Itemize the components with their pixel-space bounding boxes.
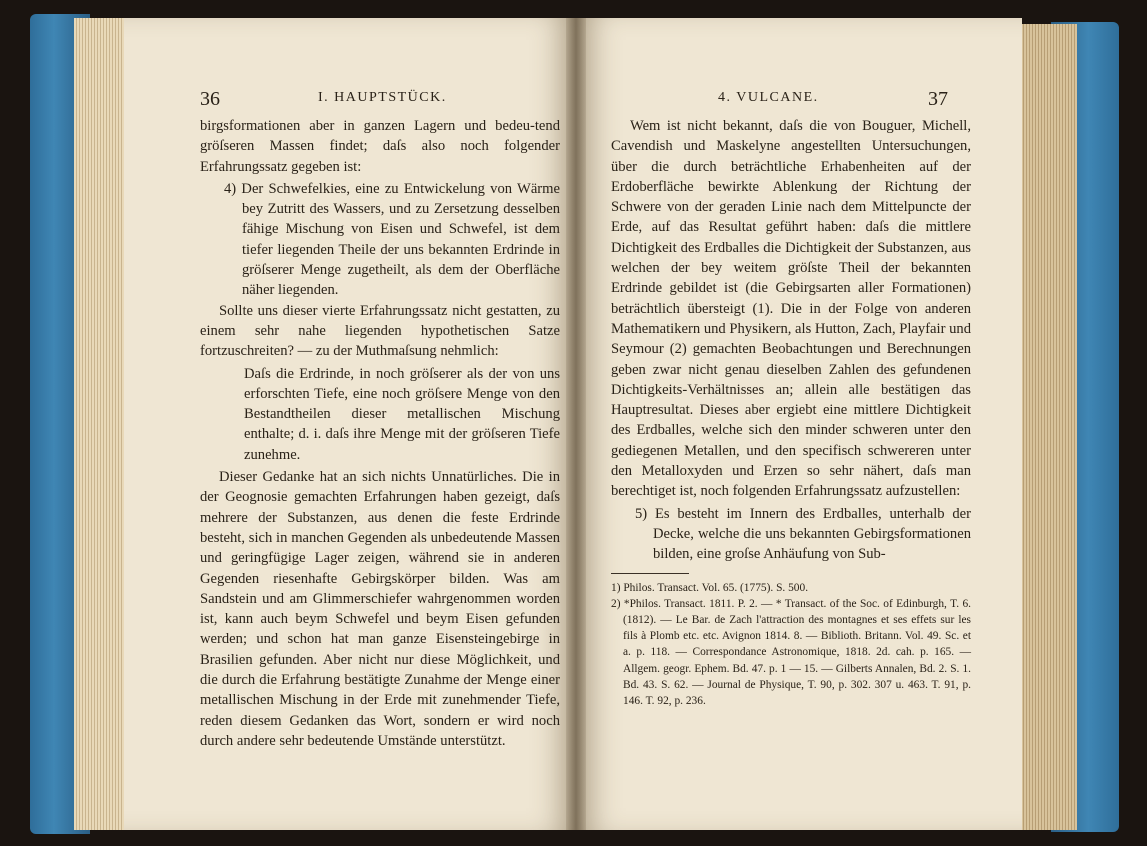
footnote-1: 1) Philos. Transact. Vol. 65. (1775). S. 500.	[611, 581, 809, 594]
paragraph: Wem ist nicht bekannt, daſs die von Bouguer, Michell, Cavendish und Maskelyne angestellten Untersuchungen, über die durch beträchtliche Erhabenheiten auf der Erdoberfläche bewirkte Ablenkung der Richtung der Schwere von der geraden Linie nach dem Mittelpuncte der Erde, auf das Resultat geführt haben: daſs die mittlere Dichtigkeit des Erdballes die Dichtigkeit der Substanzen, aus welchen der bey weitem gröſste Theil der bekannten Erdrinde gebildet ist (die Gebirgsarten aller Formationen) beträchtlich übersteigt (1). Die in der Folge von anderen Mathematikern und Physikern, als Hutton, Zach, Playfair und Seymour (2) gemachten Beobachtungen und Berechnungen geben zwar nicht genau dieselben Zahlen des gefundenen Dichtigkeits-Verhältnisses an; allein alle bestätigen das Hauptresultat. Dieses aber ergiebt eine mittlere Dichtigkeit des Erdballes, welche sich den minder schweren unter den gediegenen Metallen, und den specifisch schwereren unter den Metalloxyden und Erzen so sehr nähert, daſs man berechtiget ist, noch folgenden Erfahrungssatz aufzustellen:	[611, 118, 971, 500]
footnote-rule	[611, 573, 689, 574]
left-page-number: 36	[200, 88, 220, 110]
proposition-4: 4) Der Schwefelkies, eine zu Entwickelung von Wärme bey Zutritt des Wassers, und zu Zersetzung desselben fähige Mischung von Eisen und Schwefel, ist dem tiefer liegenden Theile der uns bekannten Erdrinde in gröſserer Menge zugetheilt, als dem der Oberfläche näher liegenden.	[224, 180, 560, 299]
right-page-text	[611, 116, 971, 709]
right-page-number: 37	[928, 88, 948, 110]
book-gutter	[566, 18, 586, 830]
paragraph: Sollte uns dieser vierte Erfahrungssatz nicht gestatten, zu einem sehr nahe liegenden hypothetischen Satze fortzuschreiten? — zu der Muthmaſsung nehmlich:	[200, 302, 560, 360]
hypothesis: Daſs die Erdrinde, in noch gröſserer als der von uns erforschten Tiefe, eine noch gröſsere Menge von den Bestandtheilen dieser metallischen Mischung enthalte; d. i. daſs ihre Menge mit der gröſseren Tiefe zunehme.	[244, 365, 560, 463]
footnote-2: 2) *Philos. Transact. 1811. P. 2. — * Transact. of the Soc. of Edinburgh, T. 6. (1812). — Le Bar. de Zach l'attraction des montagnes et ses effets sur les fils à Plomb etc. etc. Avignon 1814. 8. — Biblioth. Britann. Vol. 49. Sc. et a. p. 118. — Correspondance Astronomique, 1818. 2d. cah. p. 165. — Allgem. geogr. Ephem. Bd. 47. p. 1 — 15. — Gilberts Annalen, Bd. 2. S. 1. Bd. 43. S. 62. — Journal de Physique, T. 90, p. 302. 307 u. 463. T. 91, p. 146. T. 92, p. 236.	[611, 597, 971, 707]
left-page-text	[200, 116, 560, 751]
right-running-head: 4. VULCANE.	[718, 90, 819, 105]
left-running-head: I. HAUPTSTÜCK.	[318, 90, 447, 105]
paragraph: birgsformationen aber in ganzen Lagern und bedeu-tend gröſseren Massen findet; daſs also noch folgender Erfahrungssatz gegeben ist:	[200, 118, 560, 175]
proposition-5: 5) Es besteht im Innern des Erdballes, unterhalb der Decke, welche die uns bekannten Gebirgsformationen bilden, eine groſse Anhäufung von Sub-	[635, 505, 971, 563]
paragraph: Dieser Gedanke hat an sich nichts Unnatürliches. Die in der Geognosie gemachten Erfahrungen haben gezeigt, daſs mehrere der Substanzen, aus denen die feste Erdrinde besteht, sich in manchen Gegenden als unbedeutende Massen und geringfügige Lager zeigen, während sie in anderen Gegenden riesenhafte Gebirgskörper bilden. Was am Sandstein und am Glimmerschiefer wahrgenommen worden ist, kann auch beym Schwefel und beym Eisen gefunden werden; und schon hat man ganze Eisensteingebirge in Brasilien gefunden. Aber nicht nur diese Möglichkeit, und die durch die Erfahrung bestätigte Zunahme der Menge einer metallischen Mischung in der Erde mit zunehmender Tiefe, reden diesem Gedanken das Wort, sondern er wird noch durch andere sehr bedeutende Umstände unterstützt.	[200, 469, 560, 749]
